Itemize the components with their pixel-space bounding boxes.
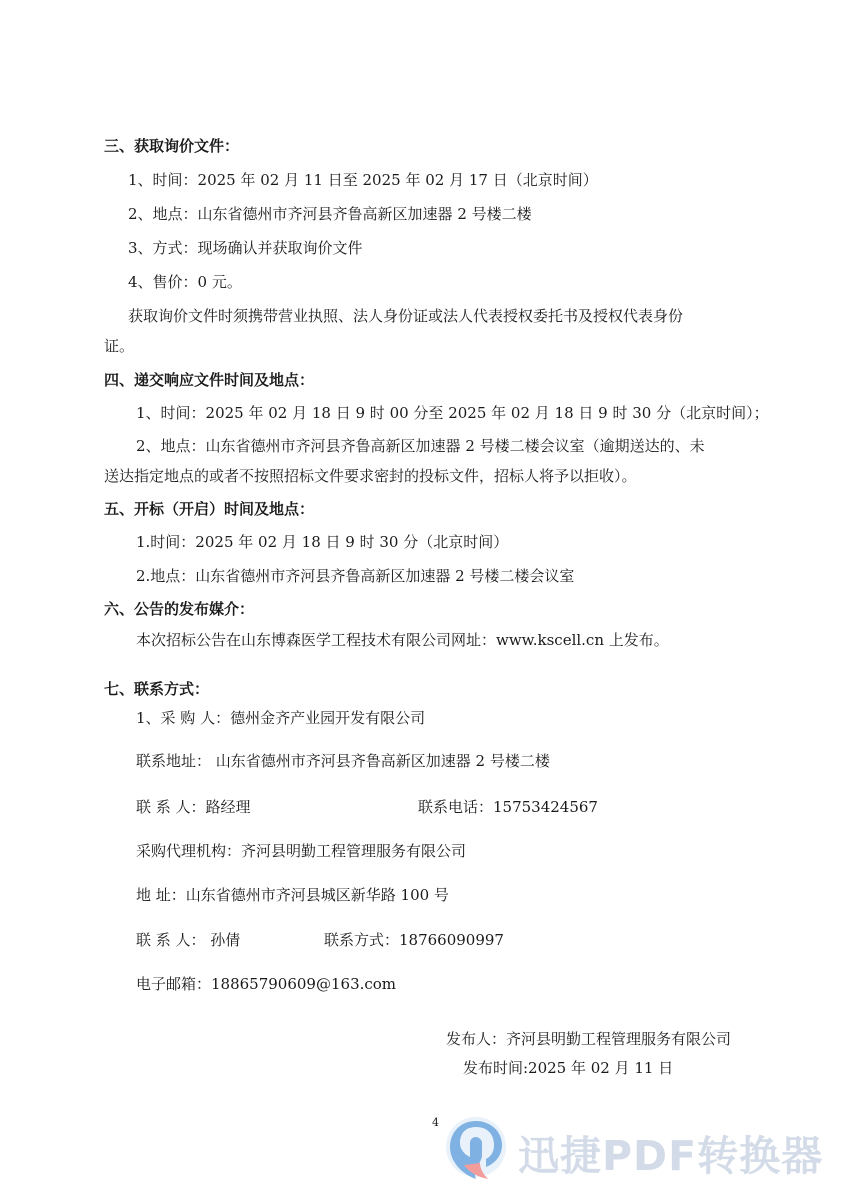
watermark [442, 1113, 842, 1193]
section3-time: 1、时间：2025 年 02 月 11 日至 2025 年 02 月 17 日（北京时间） [128, 171, 598, 189]
section3-method: 3、方式：现场确认并获取询价文件 [128, 239, 363, 257]
contact-buyer-person: 联 系 人：路经理 [136, 798, 251, 816]
page-number: 4 [432, 1116, 439, 1129]
section4-time: 1、时间：2025 年 02 月 18 日 9 时 00 分至 2025 年 02 月 18 日 9 时 30 分（北京时间）； [136, 404, 769, 422]
section5-heading: 五、开标（开启）时间及地点： [104, 500, 315, 518]
contact-agency: 采购代理机构：齐河县明勤工程管理服务有限公司 [136, 842, 467, 860]
section4-place: 2、地点：山东省德州市齐河县齐鲁高新区加速器 2 号楼二楼会议室（逾期送达的、未 [136, 437, 705, 455]
section6-text: 本次招标公告在山东博森医学工程技术有限公司网址：www.kscell.cn 上发布。 [136, 631, 669, 649]
pdf-converter-logo-icon [442, 1113, 510, 1185]
contact-buyer-address: 联系地址： 山东省德州市齐河县齐鲁高新区加速器 2 号楼二楼 [136, 752, 550, 770]
section4-heading: 四、递交响应文件时间及地点： [104, 371, 315, 389]
section4-place-cont: 送达指定地点的或者不按照招标文件要求密封的投标文件，招标人将予以拒收）。 [104, 467, 637, 485]
watermark-text: 迅捷PDF转换器 [518, 1132, 824, 1180]
contact-buyer: 1、采 购 人：德州金齐产业园开发有限公司 [136, 709, 426, 727]
contact-agency-person: 联 系 人： 孙倩 [136, 931, 241, 949]
section5-place: 2.地点：山东省德州市齐河县齐鲁高新区加速器 2 号楼二楼会议室 [136, 567, 575, 585]
section3-price: 4、售价：0 元。 [128, 273, 242, 291]
publisher: 发布人：齐河县明勤工程管理服务有限公司 [446, 1030, 732, 1048]
contact-agency-address: 地 址：山东省德州市齐河县城区新华路 100 号 [136, 886, 449, 904]
section7-heading: 七、联系方式： [104, 680, 210, 698]
section6-heading: 六、公告的发布媒介： [104, 600, 255, 618]
section5-time: 1.时间：2025 年 02 月 18 日 9 时 30 分（北京时间） [136, 533, 509, 551]
section3-note-cont: 证。 [104, 337, 135, 355]
contact-buyer-phone: 联系电话：15753424567 [418, 798, 598, 816]
contact-email: 电子邮箱：18865790609@163.com [136, 975, 397, 993]
section3-heading: 三、获取询价文件： [104, 137, 240, 155]
section3-note: 获取询价文件时须携带营业执照、法人身份证或法人代表授权委托书及授权代表身份 [128, 307, 684, 325]
publish-time: 发布时间:2025 年 02 月 11 日 [463, 1059, 674, 1077]
contact-agency-phone: 联系方式：18766090997 [324, 931, 504, 949]
section3-place: 2、地点：山东省德州市齐河县齐鲁高新区加速器 2 号楼二楼 [128, 205, 532, 223]
